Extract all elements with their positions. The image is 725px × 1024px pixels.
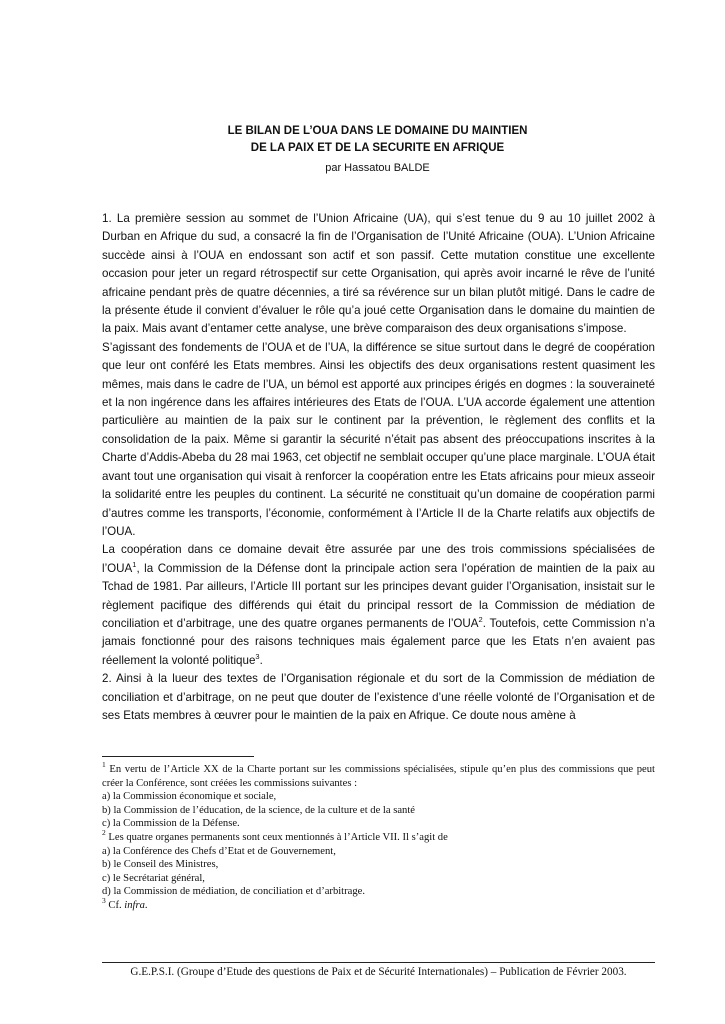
body-text [102,210,655,725]
footnote-2-text: Les quatre organes permanents sont ceux mentionnés à l’Article VII. Il s’agit de [105,831,448,843]
footnote-2-item-d: d) la Commission de médiation, de conciliation et d’arbitrage. [102,886,366,898]
footnote-2 [102,827,655,845]
footnote-ref-3[interactable]: 3 [255,651,260,661]
footnote-3-text: Cf. [105,899,125,911]
footnote-3 [102,895,655,913]
footnote-2-item-a: a) la Conférence des Chefs d’Etat et de Gouvernement, [102,845,336,857]
footnote-1-text: En vertu de l’Article XX de la Charte portant sur les commissions spécialisées, stipule qu’en plus des commissions que peut créer la Conférence, sont créées les commissions suivantes : [102,764,655,789]
document-title-line-1: LE BILAN DE L’OUA DANS LE DOMAINE DU MAINTIEN [227,125,528,137]
paragraph-2: S’agissant des fondements de l’OUA et de l’UA, la différence se situe surtout dans le degré de coopération que leur ont conféré les Etats membres. Ainsi les objectifs des deux organisations restent quasiment les mêmes, mais dans le cadre de l’UA, un bémol est apporté aux principes érigés en dogmes : la souveraineté et la non ingérence dans les affaires intérieures des Etats de l’OUA. L’UA accorde également une attention particulière au maintien de la paix sur le continent par la prévention, le règlement des conflits et la consolidation de la paix. Même si garantir la sécurité n’était pas absent des préoccupations inscrites à la Charte d’Addis-Abeba du 28 mai 1963, cet objectif ne semblait occuper qu’une place marginale. L’OUA était avant tout une organisation qui visait à renforcer la coopération entre les Etats africains pour mieux asseoir la solidarité entre les peuples du continent. La sécurité ne constituait qu’un domaine de coopération parmi d’autres comme les transports, l’économie, conformément à l’Article II de la Charte relatifs aux objectifs de l’OUA. [102,340,655,538]
footnote-2-number: 2 [102,827,106,837]
paragraph-3-part-c: . Toutefois, cette Commission n’a jamais fonctionné pour des raisons techniques mais également parce que les Etats n’en avaient pas réellement la volonté politique [102,616,655,667]
footnote-separator [102,756,254,757]
footnote-ref-2[interactable]: 2 [478,614,483,624]
paragraph-3-part-a: La coopération dans ce domaine devait être assurée par une des trois commissions spécialisées de l’OUA [102,543,655,575]
paragraph-4: 2. Ainsi à la lueur des textes de l’Organisation régionale et du sort de la Commission de médiation de conciliation et d’arbitrage, on ne peut que douter de l’existence d’une réelle volonté de l’Organisation et de ses Etats membres à œuvrer pour le maintien de la paix en Afrique. Ce doute nous amène à [102,672,655,722]
footnote-3-number: 3 [102,895,106,905]
document-title-line-2: DE LA PAIX ET DE LA SECURITE EN AFRIQUE [250,142,505,154]
footnote-1-item-b: b) la Commission de l’éducation, de la science, de la culture et de la santé [102,804,415,816]
footnotes [102,760,655,913]
footnote-3-end: . [144,899,148,911]
footnote-2-item-c: c) le Secrétariat général, [102,872,205,884]
paragraph-1: 1. La première session au sommet de l’Union Africaine (UA), qui s’est tenue du 9 au 10 juillet 2002 à Durban en Afrique du sud, a consacré la fin de l’Organisation de l’Unité Africaine (OUA). L’Union Africaine succède ainsi à l’OUA en endossant son actif et son passif. Cette mutation constitue une excellente occasion pour jeter un regard rétrospectif sur cette Organisation, qui après avoir incarné le rêve de l’unité africaine pendant près de quatre décennies, a tiré sa révérence sur un bilan plutôt mitigé. Dans le cadre de la présente étude il convient d’évaluer le rôle qu’a joué cette Organisation dans le domaine du maintien de la paix. Mais avant d’entamer cette analyse, une brève comparaison des deux organisations s’impose. [102,212,655,336]
footnote-2-item-b: b) le Conseil des Ministres, [102,859,219,871]
footnote-ref-1[interactable]: 1 [132,559,137,569]
footnote-1-number: 1 [102,760,106,769]
footnote-3-italic: infra [124,899,145,911]
footnote-1-item-a: a) la Commission économique et sociale, [102,791,277,803]
page-footer: G.E.P.S.I. (Groupe d’Etude des questions de Paix et de Sécurité Internationales) – Publication de Février 2003. [130,966,627,978]
paragraph-3-part-b: , la Commission de la Défense dont la principale action sera l’opération de maintien de la paix au Tchad de 1981. Par ailleurs, l’Article III portant sur les principes devant guider l’Organisation, insistait sur le règlement pacifique des différends qui était du principal ressort de la Commission de médiation de conciliation et d’arbitrage, une des quatre organes permanents de l’OUA [102,561,655,630]
paragraph-3-part-d: . [259,653,263,667]
paragraph-3 [102,541,655,670]
footer-separator [102,962,655,963]
footnote-1 [102,760,655,790]
document-author: par Hassatou BALDE [325,162,430,174]
footnote-1-item-c: c) la Commission de la Défense. [102,818,240,830]
